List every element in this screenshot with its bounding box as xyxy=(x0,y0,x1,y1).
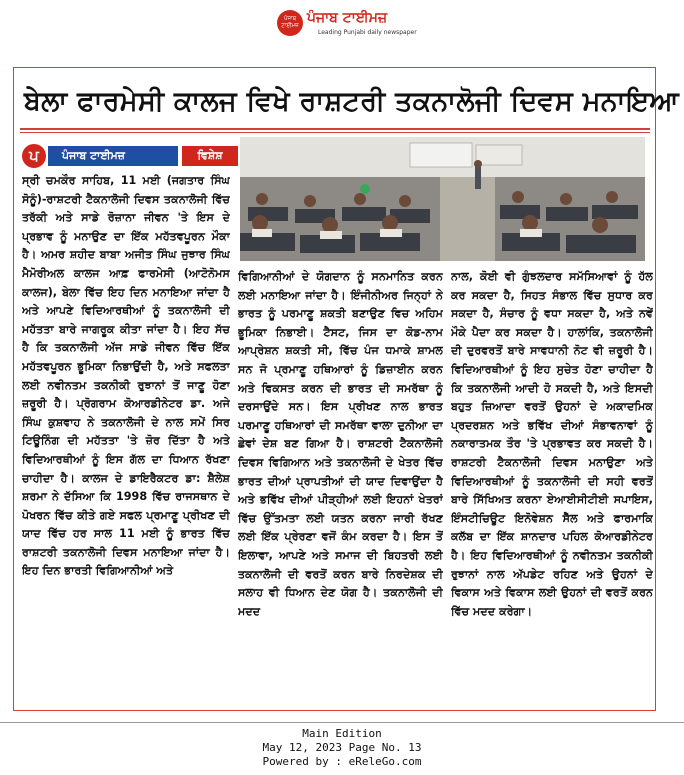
article-column-2: ਵਿਗਿਆਨੀਆਂ ਦੇ ਯੋਗਦਾਨ ਨੂੰ ਸਨਮਾਨਿਤ ਕਰਨ ਲਈ ਮਨਾਇਆ ਜਾਂਦਾ ਹੈ। ਇੰਜੀਨੀਅਰ ਜਿਨ੍ਹਾਂ ਨੇ ਭਾਰਤ ਨੂੰ ਪਰਮਾਣੂ ਸ਼ਕਤੀ ਬਣਾਉਣ ਵਿਚ ਅਹਿਮ ਭੂਮਿਕਾ ਨਿਭਾਈ। ਟੈਸਟ, ਜਿਸ ਦਾ ਕੋਡ-ਨਾਮ ਆਪ੍ਰੇਸ਼ਨ ਸ਼ਕਤੀ ਸੀ, ਵਿੱਚ ਪੰਜ ਧਮਾਕੇ ਸ਼ਾਮਲ ਸਨ ਜੋ ਪ੍ਰਮਾਣੂ ਹਥਿਆਰਾਂ ਨੂੰ ਡਿਜ਼ਾਈਨ ਕਰਨ ਅਤੇ ਵਿਕਸਤ ਕਰਨ ਦੀ ਭਾਰਤ ਦੀ ਸਮਰੱਥਾ ਨੂੰ ਦਰਸਾਉਂਦੇ ਸਨ। ਇਸ ਪ੍ਰੀਖਣ ਨਾਲ ਭਾਰਤ ਪਰਮਾਣੂ ਹਥਿਆਰਾਂ ਦੀ ਸਮਰੱਥਾ ਵਾਲਾ ਦੁਨੀਆ ਦਾ ਛੇਵਾਂ ਦੇਸ਼ ਬਣ ਗਿਆ ਹੈ। ਰਾਸ਼ਟਰੀ ਟੈਕਨਾਲੋਜੀ ਦਿਵਸ ਵਿਗਿਆਨ ਅਤੇ ਤਕਨਾਲੋਜੀ ਦੇ ਖੇਤਰ ਵਿੱਚ ਭਾਰਤ ਦੀਆਂ ਪ੍ਰਾਪਤੀਆਂ ਦੀ ਯਾਦ ਦਿਵਾਉਂਦਾ ਹੈ ਅਤੇ ਭਵਿੱਖ ਦੀਆਂ ਪੀੜ੍ਹੀਆਂ ਲਈ ਇਹਨਾਂ ਖੇਤਰਾਂ ਵਿੱਚ ਉੱਤਮਤਾ ਲਈ ਯਤਨ ਕਰਨਾ ਜਾਰੀ ਰੱਖਣ ਲਈ ਇੱਕ ਪ੍ਰੇਰਣਾ ਵਜੋਂ ਕੰਮ ਕਰਦਾ ਹੈ। ਇਸ ਤੋਂ ਇਲਾਵਾ, ਆਪਣੇ ਅਤੇ ਸਮਾਜ ਦੀ ਬਿਹਤਰੀ ਲਈ ਤਕਨਾਲੋਜੀ ਦੀ ਵਰਤੋਂ ਕਰਨ ਬਾਰੇ ਨਿਰਦੇਸ਼ਕ ਦੀ ਸਲਾਹ ਵੀ ਧਿਆਨ ਦੇਣ ਯੋਗ ਹੈ। ਤਕਨਾਲੋਜੀ ਦੀ ਮਦਦ xyxy=(238,270,443,618)
newspaper-name: ਪੰਜਾਬ ਟਾਈਮਜ਼ xyxy=(307,10,388,26)
brand-name: ਪੰਜਾਬ ਟਾਈਮਜ਼ xyxy=(48,146,178,166)
article-column-3: ਨਾਲ, ਕੋਈ ਵੀ ਗੁੰਝਲਦਾਰ ਸਮੱਸਿਆਵਾਂ ਨੂੰ ਹੱਲ ਕਰ ਸਕਦਾ ਹੈ, ਸਿਹਤ ਸੰਭਾਲ ਵਿੱਚ ਸੁਧਾਰ ਕਰ ਸਕਦਾ ਹੈ, ਸੰਚਾਰ ਨੂੰ ਵਧਾ ਸਕਦਾ ਹੈ, ਅਤੇ ਨਵੇਂ ਮੌਕੇ ਪੈਦਾ ਕਰ ਸਕਦਾ ਹੈ। ਹਾਲਾਂਕਿ, ਤਕਨਾਲੋਜੀ ਦੀ ਦੁਰਵਰਤੋਂ ਬਾਰੇ ਸਾਵਧਾਨੀ ਨੋਟ ਵੀ ਜ਼ਰੂਰੀ ਹੈ। ਵਿਦਿਆਰਥੀਆਂ ਨੂੰ ਇਹ ਸੁਚੇਤ ਹੋਣਾ ਚਾਹੀਦਾ ਹੈ ਕਿ ਤਕਨਾਲੋਜੀ ਆਦੀ ਹੋ ਸਕਦੀ ਹੈ, ਅਤੇ ਇਸਦੀ ਬਹੁਤ ਜ਼ਿਆਦਾ ਵਰਤੋਂ ਉਹਨਾਂ ਦੇ ਅਕਾਦਮਿਕ ਪ੍ਰਦਰਸ਼ਨ ਅਤੇ ਭਵਿੱਖ ਦੀਆਂ ਸੰਭਾਵਨਾਵਾਂ ਨੂੰ ਨਕਾਰਾਤਮਕ ਤੌਰ 'ਤੇ ਪ੍ਰਭਾਵਤ ਕਰ ਸਕਦੀ ਹੈ। ਰਾਸ਼ਟਰੀ ਟੈਕਨਾਲੋਜੀ ਦਿਵਸ ਮਨਾਉਣਾ ਅਤੇ ਵਿਦਿਆਰਥੀਆਂ ਨੂੰ ਤਕਨਾਲੋਜੀ ਦੀ ਸਹੀ ਵਰਤੋਂ ਬਾਰੇ ਸਿੱਖਿਅਤ ਕਰਨਾ ਏਆਈਸੀਟੀਈ ਸਪਾਇਸ, ਇੰਸਟੀਚਿਊਟ ਇਨੋਵੇਸ਼ਨ ਸੈੱਲ ਅਤੇ ਫਾਰਮਾਕਿ ਕਲੱਬ ਦਾ ਇੱਕ ਸ਼ਾਨਦਾਰ ਪਹਿਲ ਕੋਆਰਡੀਨੇਟਰ ਹੈ। ਇਹ ਵਿਦਿਆਰਥੀਆਂ ਨੂੰ ਨਵੀਨਤਮ ਤਕਨੀਕੀ ਰੁਝਾਨਾਂ ਨਾਲ ਅੱਪਡੇਟ ਰਹਿਣ ਅਤੇ ਉਹਨਾਂ ਦੇ ਵਿਕਾਸ ਅਤੇ ਵਿਕਾਸ ਲਈ ਉਹਨਾਂ ਦੀ ਵਰਤੋਂ ਕਰਨ ਵਿੱਚ ਮਦਦ ਕਰੇਗਾ। xyxy=(451,270,653,618)
newspaper-logo: ਪੰਜਾਬ ਟਾਈਮਜ਼ xyxy=(277,10,303,36)
headline-rule xyxy=(20,128,650,130)
page-footer xyxy=(0,727,684,769)
newspaper-tagline: Leading Punjabi daily newspaper xyxy=(318,29,417,36)
date-page-label: May 12, 2023 Page No. 13 xyxy=(262,741,422,754)
special-tag: ਵਿਸ਼ੇਸ਼ xyxy=(182,146,238,166)
footer-divider xyxy=(0,722,684,723)
brand-strip xyxy=(22,146,231,166)
brand-initial: ਪ xyxy=(22,144,46,168)
article-photo xyxy=(240,137,645,261)
headline-rule-thin xyxy=(20,132,650,133)
edition-label: Main Edition xyxy=(302,727,382,740)
article-column-1: ਸ੍ਰੀ ਚਮਕੌਰ ਸਾਹਿਬ, 11 ਮਈ (ਜਗਤਾਰ ਸਿੰਘ ਸੋਨੂੰ)-ਰਾਸ਼ਟਰੀ ਟੈਕਨਾਲੋਜੀ ਦਿਵਸ ਤਕਨਾਲੋਜੀ ਵਿੱਚ ਤਰੱਕੀ ਅਤੇ ਸਾਡੇ ਰੋਜ਼ਾਨਾ ਜੀਵਨ 'ਤੇ ਇਸ ਦੇ ਪ੍ਰਭਾਵ ਨੂੰ ਮਨਾਉਣ ਦਾ ਇੱਕ ਮਹੱਤਵਪੂਰਨ ਮੌਕਾ ਹੈ। ਅਮਰ ਸ਼ਹੀਦ ਬਾਬਾ ਅਜੀਤ ਸਿੰਘ ਜੁਝਾਰ ਸਿੰਘ ਮੈਮੋਰੀਅਲ ਕਾਲਜ ਆਫ਼ ਫਾਰਮੇਸੀ (ਆਟੋਨੋਮਸ ਕਾਲਜ), ਬੇਲਾ ਵਿੱਚ ਇਹ ਦਿਨ ਮਨਾਇਆ ਜਾਂਦਾ ਹੈ ਅਤੇ ਆਪਣੇ ਵਿਦਿਆਰਥੀਆਂ ਨੂੰ ਤਕਨਾਲੋਜੀ ਦੀ ਮਹੱਤਤਾ ਬਾਰੇ ਜਾਗਰੂਕ ਕੀਤਾ ਜਾਂਦਾ ਹੈ। ਇਹ ਸੱਚ ਹੈ ਕਿ ਤਕਨਾਲੋਜੀ ਅੱਜ ਸਾਡੇ ਜੀਵਨ ਵਿੱਚ ਇੱਕ ਮਹੱਤਵਪੂਰਨ ਭੂਮਿਕਾ ਨਿਭਾਉਂਦੀ ਹੈ, ਅਤੇ ਸਫਲਤਾ ਲਈ ਨਵੀਨਤਮ ਤਕਨੀਕੀ ਰੁਝਾਨਾਂ ਤੋਂ ਜਾਣੂ ਹੋਣਾ ਜ਼ਰੂਰੀ ਹੈ। ਪ੍ਰੋਗਰਾਮ ਕੋਆਰਡੀਨੇਟਰ ਡਾ. ਅਜੇ ਸਿੰਘ ਕੁਸ਼ਵਾਹ ਨੇ ਤਕਨਾਲੋਜੀ ਦੇ ਨਾਲ ਸਮੇਂ ਸਿਰ ਟਿਊਨਿੰਗ ਦੀ ਮਹੱਤਤਾ 'ਤੇ ਜ਼ੋਰ ਦਿੱਤਾ ਹੈ ਅਤੇ ਵਿਦਿਆਰਥੀਆਂ ਨੂੰ ਇਸ ਗੱਲ ਦਾ ਧਿਆਨ ਰੱਖਣਾ ਚਾਹੀਦਾ ਹੈ। ਕਾਲਜ ਦੇ ਡਾਇਰੈਕਟਰ ਡਾ: ਸ਼ੈਲੇਸ਼ ਸ਼ਰਮਾ ਨੇ ਦੱਸਿਆ ਕਿ 1998 ਵਿੱਚ ਰਾਜਸਥਾਨ ਦੇ ਪੋਖਰਨ ਵਿੱਚ ਕੀਤੇ ਗਏ ਸਫਲ ਪ੍ਰਮਾਣੂ ਪ੍ਰੀਖਣ ਦੀ ਯਾਦ ਵਿੱਚ ਹਰ ਸਾਲ 11 ਮਈ ਨੂੰ ਭਾਰਤ ਵਿੱਚ ਰਾਸ਼ਟਰੀ ਤਕਨਾਲੋਜੀ ਦਿਵਸ ਮਨਾਇਆ ਜਾਂਦਾ ਹੈ। ਇਹ ਦਿਨ ਭਾਰਤੀ ਵਿਗਿਆਨੀਆਂ ਅਤੇ xyxy=(22,174,230,578)
masthead xyxy=(0,0,684,62)
powered-by-link[interactable]: Powered by : eReleGo.com xyxy=(262,755,422,768)
classroom-photo xyxy=(240,137,645,261)
article-headline: ਬੇਲਾ ਫਾਰਮੇਸੀ ਕਾਲਜ ਵਿਖੇ ਰਾਸ਼ਟਰੀ ਤਕਨਾਲੋਜੀ ਦਿਵਸ ਮਨਾਇਆ xyxy=(24,86,680,117)
